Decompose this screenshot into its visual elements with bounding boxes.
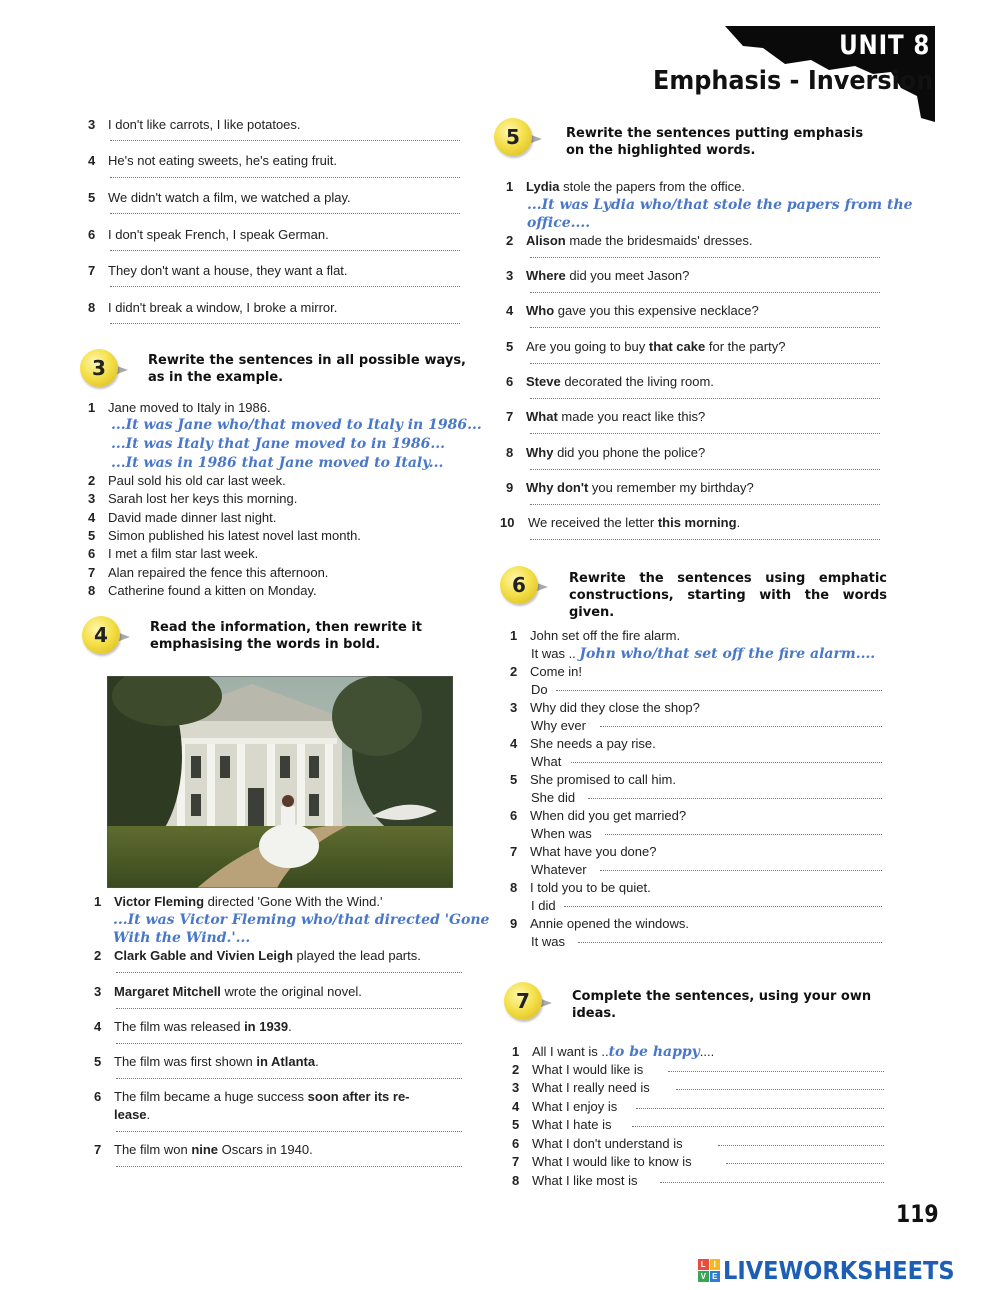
answer-line[interactable] [600,870,882,871]
answer-line[interactable] [578,942,882,943]
list-item: 3 Margaret Mitchell wrote the original novel. [94,984,362,999]
list-item: 7 Alan repaired the fence this afternoon. [88,565,329,580]
list-item: 8 Why did you phone the police? [506,445,706,460]
list-item: 3 Sarah lost her keys this morning. [88,491,298,506]
list-item: 1 John set off the fire alarm. [510,628,681,643]
answer-line[interactable] [110,213,460,214]
answer-line[interactable] [660,1182,884,1183]
answer-line[interactable] [636,1108,884,1109]
start-words: When was [531,826,592,841]
answer-line[interactable] [116,1078,462,1079]
film-still-photo [107,676,453,888]
page-number: 119 [896,1200,939,1228]
list-item: 7 What I would like to know is [512,1154,692,1169]
answer-line[interactable] [564,906,882,907]
exercise-instruction: Rewrite the sentences using emphatic constructions, starting with the words given. [569,571,887,620]
list-item: 6 I don't speak French, I speak German. [88,227,329,242]
list-item: 5 Simon published his latest novel last month. [88,528,361,543]
list-item-continuation: lease. [114,1107,151,1122]
list-item: 3 Where did you meet Jason? [506,268,690,283]
example-answer: John who/that set off the fire alarm.... [579,646,876,662]
start-words: Why ever [531,718,586,733]
exercise-number-badge: 7 [504,982,552,1022]
example-answer: ...It was Jane who/that moved to Italy in 1986... [111,417,482,433]
example-answer: With the Wind.'... [113,930,251,946]
answer-line[interactable] [110,250,460,251]
answer-line[interactable] [530,363,880,364]
list-item: 4 The film was released in 1939. [94,1019,292,1034]
exercise-instruction: Rewrite the sentences in all possible ways, as in the example. [148,353,466,385]
list-item: 6 When did you get married? [510,808,687,823]
list-item: 2 Alison made the bridesmaids' dresses. [506,233,753,248]
answer-line[interactable] [668,1071,884,1072]
example-answer: office.... [527,215,591,231]
list-item: 7 The film won nine Oscars in 1940. [94,1142,313,1157]
answer-line[interactable] [571,762,882,763]
list-item: 2 Come in! [510,664,583,679]
start-words: Whatever [531,862,587,877]
start-words: What [531,754,562,769]
list-item: 8 I told you to be quiet. [510,880,651,895]
exercise-number-badge: 5 [494,118,542,158]
exercise-number-badge: 6 [500,566,548,606]
list-item: 1 Lydia stole the papers from the office. [506,179,745,194]
list-item: 3 What I really need is [512,1080,650,1095]
example-answer: ...It was in 1986 that Jane moved to Italy... [111,455,444,471]
list-item: 7 They don't want a house, they want a flat. [88,263,348,278]
list-item: 8 What I like most is [512,1173,638,1188]
list-item: 6 What I don't understand is [512,1136,683,1151]
list-item: 4 David made dinner last night. [88,510,277,525]
answer-line[interactable] [605,834,882,835]
answer-line[interactable] [632,1126,884,1127]
list-item: 7 What have you done? [510,844,657,859]
liveworksheets-logo[interactable] [698,1256,980,1284]
list-item: 3 I don't like carrots, I like potatoes. [88,117,301,132]
list-item: 5 She promised to call him. [510,772,676,787]
list-item: 6 The film became a huge success soon after its re- [94,1089,410,1104]
answer-line[interactable] [116,972,462,973]
logo-text: LIVEWORKSHEETS [723,1255,955,1285]
list-item: 1 All I want is ..to be happy.... [512,1044,715,1060]
answer-line[interactable] [726,1163,884,1164]
answer-line[interactable] [116,1166,462,1167]
start-words: She did [531,790,576,805]
list-item: 5 Are you going to buy that cake for the party? [506,339,786,354]
answer-line[interactable] [600,726,882,727]
example-answer: to be happy [608,1044,700,1060]
list-item: 10 We received the letter this morning. [500,515,741,530]
list-item: 4 Who gave you this expensive necklace? [506,303,759,318]
answer-line[interactable] [110,323,460,324]
answer-line[interactable] [530,539,880,540]
list-item: 5 The film was first shown in Atlanta. [94,1054,319,1069]
answer-line[interactable] [530,433,880,434]
answer-line[interactable] [116,1131,462,1132]
answer-line[interactable] [588,798,882,799]
list-item: 2 What I would like is [512,1062,644,1077]
exercise-instruction: Complete the sentences, using your own ideas. [572,989,872,1021]
answer-line[interactable] [530,504,880,505]
list-item: 2 Clark Gable and Vivien Leigh played the lead parts. [94,948,421,963]
list-item: 4 She needs a pay rise. [510,736,656,751]
answer-line[interactable] [530,257,880,258]
answer-line[interactable] [530,327,880,328]
list-item: 4 He's not eating sweets, he's eating fruit. [88,153,337,168]
answer-line[interactable] [530,398,880,399]
exercise-instruction: Rewrite the sentences putting emphasis on the highlighted words. [566,126,864,158]
start-words: It was .. John who/that set off the fire alarm.... [531,646,876,662]
answer-line[interactable] [116,1043,462,1044]
answer-line[interactable] [718,1145,884,1146]
list-item: 5 We didn't watch a film, we watched a play. [88,190,351,205]
page-title: Emphasis - Inversion [653,66,934,96]
start-words: I did [531,898,556,913]
answer-line[interactable] [530,292,880,293]
start-words: Do [531,682,548,697]
answer-line[interactable] [110,140,460,141]
list-item: 8 Catherine found a kitten on Monday. [88,583,317,598]
exercise-instruction: Read the information, then rewrite it emphasising the words in bold. [150,620,422,652]
answer-line[interactable] [110,177,460,178]
list-item: 6 Steve decorated the living room. [506,374,714,389]
list-item: 8 I didn't break a window, I broke a mirror. [88,300,338,315]
exercise-number-badge: 4 [82,616,130,656]
list-item: 7 What made you react like this? [506,409,706,424]
answer-line[interactable] [116,1008,462,1009]
answer-line[interactable] [110,286,460,287]
list-item: 1 Victor Fleming directed 'Gone With the Wind.' [94,894,383,909]
exercise-number-badge: 3 [80,349,128,389]
list-item: 2 Paul sold his old car last week. [88,473,286,488]
example-answer: ...It was Lydia who/that stole the papers from the [527,197,913,213]
answer-line[interactable] [676,1089,884,1090]
answer-line[interactable] [530,469,880,470]
unit-label: UNIT 8 [838,30,930,61]
example-answer: ...It was Italy that Jane moved to in 1986... [111,436,446,452]
list-item: 9 Why don't you remember my birthday? [506,480,754,495]
example-answer: ...It was Victor Fleming who/that directed 'Gone [113,912,490,928]
list-item: 4 What I enjoy is [512,1099,618,1114]
list-item: 5 What I hate is [512,1117,612,1132]
list-item: 1 Jane moved to Italy in 1986. [88,400,271,415]
answer-line[interactable] [556,690,882,691]
start-words: It was [531,934,565,949]
list-item: 3 Why did they close the shop? [510,700,700,715]
list-item: 6 I met a film star last week. [88,546,259,561]
logo-blocks-icon: L I V E [698,1259,720,1281]
list-item: 9 Annie opened the windows. [510,916,690,931]
